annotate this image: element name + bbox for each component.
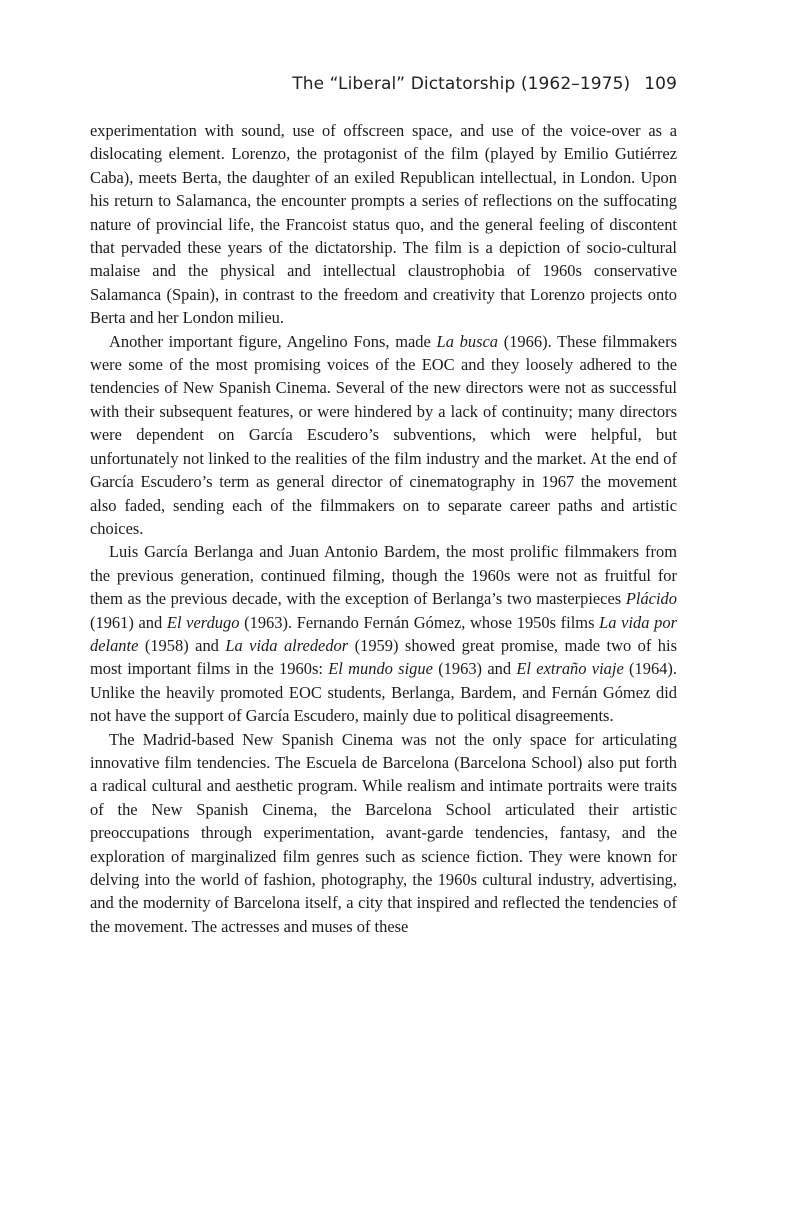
film-title: El mundo sigue xyxy=(328,659,433,679)
paragraph: Another important figure, Angelino Fons, made La busca (1966). These filmmakers were some of the most promising voices of the EOC and they loosely adhered to the tendencies of New Spanish Cinema. Several of the new directors were not as successful with their subsequent features, or were hindered by a lack of continuity; many directors were dependent on García Escudero’s subventions, which were helpful, but unfortunately not linked to the realities of the film industry and the market. At the end of García Escudero’s term as general director of cinematography in 1967 the movement also faded, sending each of the filmmakers on to separate career paths and artistic choices. xyxy=(90,331,677,538)
paragraph: The Madrid-based New Spanish Cinema was not the only space for articulating innovative film tendencies. The Escuela de Barcelona (Barcelona School) also put forth a radical cultural and aesthetic program. While realism and intimate portraits were traits of the New Spanish Cinema, the Barcelona School articulated their artistic preoccupations through experimentation, avant-garde tendencies, fantasy, and the exploration of marginalized film genres such as science fiction. They were known for delving into the world of fashion, photography, the 1960s cultural industry, advertising, and the modernity of Barcelona itself, a city that inspired and reflected the tendencies of the movement. The actresses and muses of these xyxy=(90,729,677,936)
film-title: La busca xyxy=(436,331,498,351)
body-text xyxy=(90,119,677,938)
running-title: The “Liberal” Dictatorship (1962–1975) xyxy=(292,74,631,94)
film-title: La vida por delante xyxy=(90,612,677,655)
film-title: Plácido xyxy=(625,589,677,609)
running-head xyxy=(90,74,677,94)
paragraph: Luis García Berlanga and Juan Antonio Bardem, the most prolific filmmakers from the previous generation, continued filming, though the 1960s were not as fruitful for them as the previous decade, with the exception of Berlanga’s two masterpieces Plácido (1961) and El verdugo (1963). Fernando Fernán Gómez, whose 1950s films La vida por delante (1958) and La vida alrededor (1959) showed great promise, made two of his most important films in the 1960s: El mundo sigue (1963) and El extraño viaje (1964). Unlike the heavily promoted EOC students, Berlanga, Bardem, and Fernán Gómez did not have the support of García Escudero, mainly due to political disagreements. xyxy=(90,542,677,726)
page-number: 109 xyxy=(644,74,677,94)
film-title: El verdugo xyxy=(166,612,240,632)
film-title: La vida alrededor xyxy=(225,635,349,655)
film-title: El extraño viaje xyxy=(516,659,624,679)
paragraph: experimentation with sound, use of offscreen space, and use of the voice-over as a dislocating element. Lorenzo, the protagonist of the film (played by Emilio Gutiérrez Caba), meets Berta, the daughter of an exiled Republican intellectual, in London. Upon his return to Salamanca, the encounter prompts a series of reflections on the suffocating nature of provincial life, the Francoist status quo, and the general feeling of discontent that pervaded these years of the dictatorship. The film is a depiction of socio-cultural malaise and the physical and intellectual claustrophobia of 1960s conservative Salamanca (Spain), in contrast to the freedom and creativity that Lorenzo projects onto Berta and her London milieu. xyxy=(90,121,677,328)
